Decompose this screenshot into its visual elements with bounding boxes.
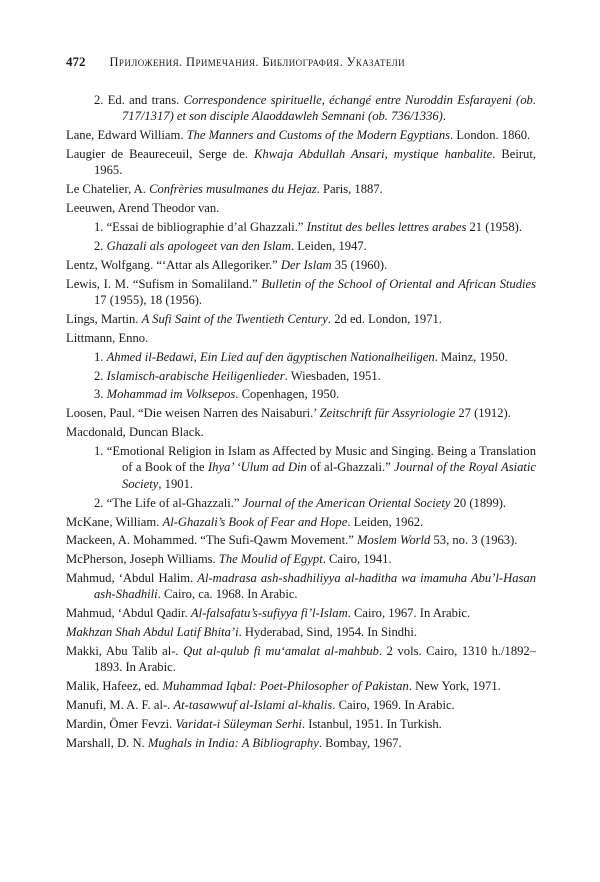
entry-text: . Cairo, ca. 1968. In Arabic.: [157, 587, 298, 602]
entry-text: McKane, William.: [66, 514, 163, 529]
bibliography-entry: [66, 605, 536, 621]
entry-title-italic: The Manners and Customs of the Modern Egyptians: [186, 128, 451, 143]
entry-title-italic: Der Islam: [280, 257, 332, 272]
bibliography-subentry: [66, 92, 536, 125]
entry-text: 3.: [94, 387, 107, 402]
entry-text: Loosen, Paul. “Die weisen Narren des Naisaburi.’: [66, 406, 320, 421]
bibliography-entry: [66, 624, 536, 640]
entry-text: Makki, Abu Talib al-.: [66, 644, 184, 659]
bibliography-list: [66, 92, 536, 754]
entry-text: 2.: [94, 368, 107, 383]
entry-title-italic: Ihya’ ‘Ulum ad Din: [207, 460, 307, 475]
entry-text: 2.: [94, 238, 107, 253]
bibliography-entry: [66, 735, 536, 751]
bibliography-entry: [66, 257, 536, 273]
entry-text: Lentz, Wolfgang. “‘Attar als Allegoriker.”: [66, 257, 281, 272]
entry-text: . Cairo, 1969. In Arabic.: [332, 698, 455, 713]
entry-title-italic: Mohammad im Volksepos: [106, 387, 236, 402]
entry-text: 20 (1899).: [450, 495, 507, 510]
entry-text: Mardin, Ömer Fevzi.: [66, 717, 176, 732]
entry-text: 2. Ed. and trans.: [94, 93, 184, 107]
bibliography-entry: [66, 697, 536, 713]
entry-title-italic: Al-madrasa ash-shadhiliyya al-haditha wa imamuha Abu’l-Hasan ash-Shadhili: [94, 571, 536, 602]
entry-text: of al-Ghazzali.”: [306, 460, 395, 475]
entry-title-italic: Zeitschrift für Assyriologie: [319, 406, 456, 421]
bibliography-subentry: [66, 349, 536, 365]
bibliography-subentry: [66, 495, 536, 511]
entry-title-italic: Varidat-i Süleyman Serhi: [175, 717, 302, 732]
bibliography-entry: [66, 127, 536, 143]
entry-text: . Wiesbaden, 1951.: [284, 368, 381, 383]
entry-text: Mackeen, A. Mohammed. “The Sufi-Qawm Movement.”: [66, 533, 357, 548]
bibliography-entry: [66, 678, 536, 694]
entry-text: . Bombay, 1967.: [318, 736, 402, 751]
entry-title-italic: Ahmed il-Bedawi, Ein Lied auf den ägyptischen Nationalheiligen: [106, 349, 435, 364]
entry-text: . Beirut, 1965.: [94, 147, 536, 178]
entry-text: 17 (1955), 18 (1956).: [94, 293, 203, 308]
entry-text: Le Chatelier, A.: [66, 182, 150, 197]
entry-title-italic: The Moulid of Egypt: [218, 552, 323, 567]
entry-text: .: [442, 109, 447, 124]
entry-text: . Cairo, 1967. In Arabic.: [347, 606, 471, 621]
bibliography-entry: [66, 643, 536, 676]
entry-text: 53, no. 3 (1963).: [430, 533, 518, 548]
entry-text: 2. “The Life of al-Ghazzali.”: [94, 495, 243, 510]
bibliography-entry: [66, 276, 536, 309]
bibliography-entry: [66, 146, 536, 179]
entry-title-italic: Al-Ghazali’s Book of Fear and Hope: [162, 514, 348, 529]
bibliography-entry: [66, 716, 536, 732]
entry-title-italic: Mughals in India: A Bibliography: [147, 736, 319, 751]
bibliography-entry: [66, 532, 536, 548]
entry-title-italic: Confrèries musulmanes du Hejaz: [149, 182, 317, 197]
entry-text: . 2d ed. London, 1971.: [327, 311, 442, 326]
page-header: [66, 54, 536, 70]
entry-title-italic: Bulletin of the School of Oriental and African Studies: [261, 276, 537, 291]
entry-text: . Hyderabad, Sind, 1954. In Sindhi.: [238, 625, 417, 640]
entry-title-italic: Journal of the Royal Asiatic Society: [122, 460, 536, 491]
entry-title-italic: A Sufi Saint of the Twentieth Century: [141, 311, 328, 326]
entry-title-italic: Institut des belles lettres arabes: [306, 220, 467, 235]
entry-text: Macdonald, Duncan Black.: [66, 425, 204, 440]
entry-text: 35 (1960).: [331, 257, 388, 272]
entry-text: 1. “Essai de bibliographie d’al Ghazzali.”: [94, 220, 307, 235]
entry-text: Marshall, D. N.: [66, 736, 148, 751]
bibliography-entry: [66, 551, 536, 567]
entry-title-italic: Khwaja Abdullah Ansari, mystique hanbalite: [254, 147, 493, 162]
entry-title-italic: Al-falsafatu’s-sufiyya fi’l-Islam: [190, 606, 348, 621]
entry-text: . Mainz, 1950.: [434, 349, 508, 364]
page-number: 472: [66, 54, 86, 69]
entry-text: Lings, Martin.: [66, 311, 142, 326]
bibliography-entry: [66, 514, 536, 530]
entry-title-italic: Muhammad Iqbal: Poet-Philosopher of Pakistan: [162, 679, 409, 694]
entry-title-italic: Journal of the American Oriental Society: [242, 495, 451, 510]
bibliography-entry: [66, 424, 536, 440]
entry-text: . Leiden, 1947.: [290, 238, 367, 253]
bibliography-entry: [66, 311, 536, 327]
entry-text: . London. 1860.: [450, 128, 531, 143]
entry-text: Laugier de Beaureceuil, Serge de.: [66, 147, 255, 162]
entry-text: Littmann, Enno.: [66, 330, 149, 345]
bibliography-entry: [66, 570, 536, 603]
entry-text: McPherson, Joseph Williams.: [66, 552, 219, 567]
entry-text: Mahmud, ‘Abdul Qadir.: [66, 606, 191, 621]
entry-text: . Cairo, 1941.: [322, 552, 392, 567]
bibliography-subentry: [66, 368, 536, 384]
bibliography-subentry: [66, 386, 536, 402]
entry-title-italic: Islamisch-arabische Heiligenlieder: [106, 368, 285, 383]
bibliography-entry: [66, 330, 536, 346]
entry-text: Lane, Edward William.: [66, 128, 187, 143]
entry-text: 27 (1912).: [455, 406, 511, 421]
bibliography-subentry: [66, 238, 536, 254]
entry-text: . Paris, 1887.: [316, 182, 383, 197]
entry-text: 1. “Emotional Religion in Islam as Affected by Music and Singing. Being a Translation of a Book of the: [94, 444, 536, 475]
entry-text: Malik, Hafeez, ed.: [66, 679, 163, 694]
entry-text: Mahmud, ‘Abdul Halim.: [66, 571, 198, 586]
entry-text: Leeuwen, Arend Theodor van.: [66, 201, 220, 216]
entry-text: , 1901.: [158, 476, 194, 491]
entry-text: . 2 vols. Cairo, 1310 h./1892–1893. In Arabic.: [94, 644, 537, 675]
entry-text: Manufi, M. A. F. al-.: [66, 698, 174, 713]
entry-title-italic: At-tasawwuf al-Islami al-khalis: [173, 698, 333, 713]
bibliography-entry: [66, 200, 536, 216]
entry-text: . Copenhagen, 1950.: [235, 387, 340, 402]
running-title: Приложения. Примечания. Библиография. Указатели: [109, 55, 406, 69]
bibliography-subentry: [66, 443, 536, 492]
entry-text: 21 (1958).: [466, 220, 522, 235]
entry-title-italic: Qut al-qulub fi mu‘amalat al-mahbub: [183, 644, 379, 659]
bibliography-entry: [66, 405, 536, 421]
entry-title-italic: Moslem World: [356, 533, 431, 548]
entry-text: . New York, 1971.: [408, 679, 501, 694]
entry-text: . Istanbul, 1951. In Turkish.: [301, 717, 442, 732]
bibliography-subentry: [66, 219, 536, 235]
bibliography-entry: [66, 181, 536, 197]
entry-text: . Leiden, 1962.: [347, 514, 424, 529]
entry-title-italic: Correspondence spirituelle, échangé entre Nuroddin Esfarayeni (ob. 717/1317) et son disciple Alaoddawleh Semnani (ob. 736/1336): [122, 93, 536, 124]
entry-title-italic: Ghazali als apologeet van den Islam: [106, 238, 291, 253]
entry-text: 1.: [94, 349, 107, 364]
entry-text: Lewis, I. M. “Sufism in Somaliland.”: [66, 276, 262, 291]
entry-title-italic: Makhzan Shah Abdul Latif Bhita’i: [66, 625, 239, 640]
